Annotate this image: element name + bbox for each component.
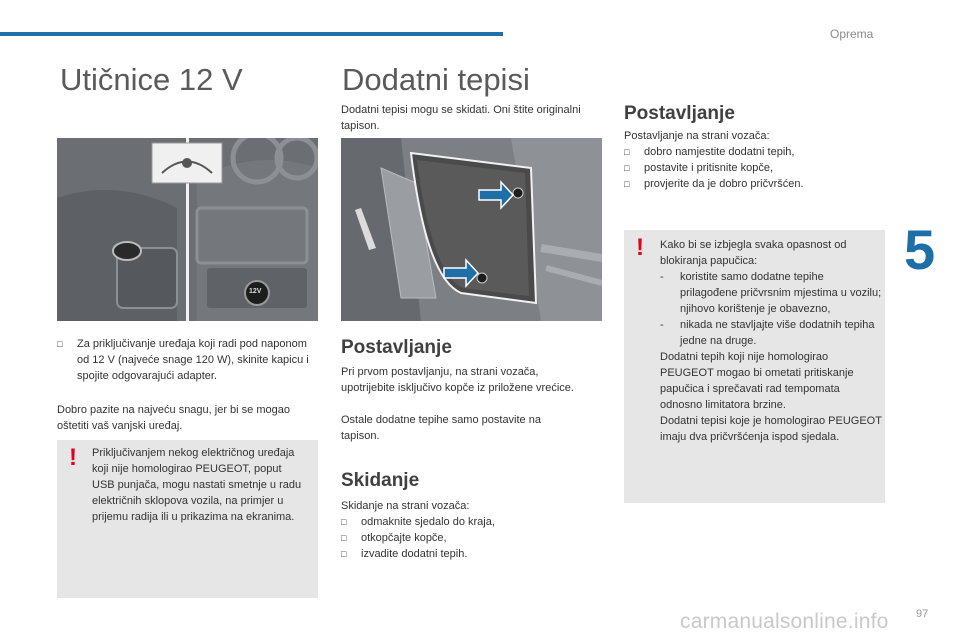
socket-warning-box	[57, 440, 318, 598]
heading-install-first: Postavljanje	[341, 337, 452, 358]
floor-mat-drawing	[341, 138, 602, 321]
list-item-text: provjerite da je dobro pričvršćen.	[644, 178, 804, 190]
bullet-icon: □	[57, 339, 63, 349]
socket-note: Dobro pazite na najveću snagu, jer bi se mogao oštetiti vaš vanjski uređaj.	[57, 404, 290, 432]
socket-12v-label: 12V	[249, 288, 262, 295]
list-item-text: otkopčajte kopče,	[361, 532, 447, 544]
list-item-text: nikada ne stavljajte više dodatnih tepiha jedne na druge.	[680, 319, 875, 347]
page-number: 97	[916, 608, 929, 620]
warning-intro: Kako bi se izbjegla svaka opasnost od blokiranja papučica:	[660, 239, 847, 267]
mats-warning-box	[624, 230, 885, 503]
heading-install-driver: Postavljanje	[624, 103, 735, 124]
list-item	[624, 176, 874, 192]
list-item-text: postavite i pritisnite kopče,	[644, 162, 774, 174]
list-item-text: izvadite dodatni tepih.	[361, 548, 468, 560]
warning-paragraph-2: Dodatni tepisi koje je homologirao PEUGEOT imaju dva pričvršćenja ispod sjedala.	[660, 415, 882, 443]
list-item	[341, 530, 581, 546]
socket-bullet-text: Za priključivanje uređaja koji radi pod naponom od 12 V (najveće snage 120 W), skinite kapicu i spojite odgovarajući adapter.	[77, 338, 309, 382]
page-title-mats: Dodatni tepisi	[342, 62, 530, 97]
bullet-icon: □	[341, 533, 347, 543]
dashboard-drawing	[57, 138, 318, 321]
warning-exclamation-icon: !	[636, 234, 644, 261]
remove-list	[341, 498, 581, 562]
bullet-icon: □	[341, 517, 347, 527]
bullet-icon: □	[624, 147, 630, 157]
floor-mat-illustration	[341, 138, 602, 321]
install-driver-list	[624, 128, 874, 192]
socket-warning-text: Priključivanjem nekog električnog uređaja koji nije homologirao PEUGEOT, poput USB punjača, mogu nastati smetnje u radu električnih sklopova vozila, na primjer u prijemu radija ili u prikazima na ekranima.	[92, 447, 302, 523]
heading-remove: Skidanje	[341, 470, 420, 491]
list-item-text: odmaknite sjedalo do kraja,	[361, 516, 495, 528]
socket-bullet	[57, 336, 319, 384]
page-title-sockets: Utičnice 12 V	[60, 62, 243, 97]
mats-warning-text	[660, 237, 882, 445]
list-item: - nikada ne stavljajte više dodatnih tepiha jedne na druge.	[660, 317, 882, 349]
list-item-text: dobro namjestite dodatni tepih,	[644, 146, 795, 158]
warning-paragraph-1: Dodatni tepih koji nije homologirao PEUGEOT mogao bi ometati pritiskanje papučica i sprečavati rad tempomata odnosno limitatora brzine.	[660, 351, 854, 411]
list-item: - koristite samo dodatne tepihe prilagođene pričvrsnim mjestima u vozilu; njihovo korištenje je obavezno,	[660, 271, 882, 315]
bullet-icon: □	[341, 549, 347, 559]
remove-intro: Skidanje na strani vozača:	[341, 500, 470, 512]
list-item	[624, 160, 874, 176]
bullet-icon: □	[624, 163, 630, 173]
chapter-number: 5	[904, 218, 936, 281]
watermark: carmanualsonline.info	[680, 610, 889, 633]
socket-illustration	[57, 138, 318, 321]
list-item	[624, 144, 874, 160]
mats-intro: Dodatni tepisi mogu se skidati. Oni štite originalni tapison.	[341, 104, 581, 132]
list-item	[341, 514, 581, 530]
warning-exclamation-icon: !	[69, 444, 77, 471]
section-title: Oprema	[830, 27, 874, 41]
install-text-1: Pri prvom postavljanju, na strani vozača, upotrijebite isključivo kopče iz priložene vrećice.	[341, 366, 574, 394]
install-intro: Postavljanje na strani vozača:	[624, 130, 770, 142]
list-item	[341, 546, 581, 562]
install-text-2: Ostale dodatne tepihe samo postavite na tapison.	[341, 414, 541, 442]
bullet-icon: □	[624, 179, 630, 189]
header-bar	[0, 32, 503, 36]
list-item-text: koristite samo dodatne tepihe prilagođene pričvrsnim mjestima u vozilu; njihovo korištenje je obavezno,	[680, 271, 882, 315]
